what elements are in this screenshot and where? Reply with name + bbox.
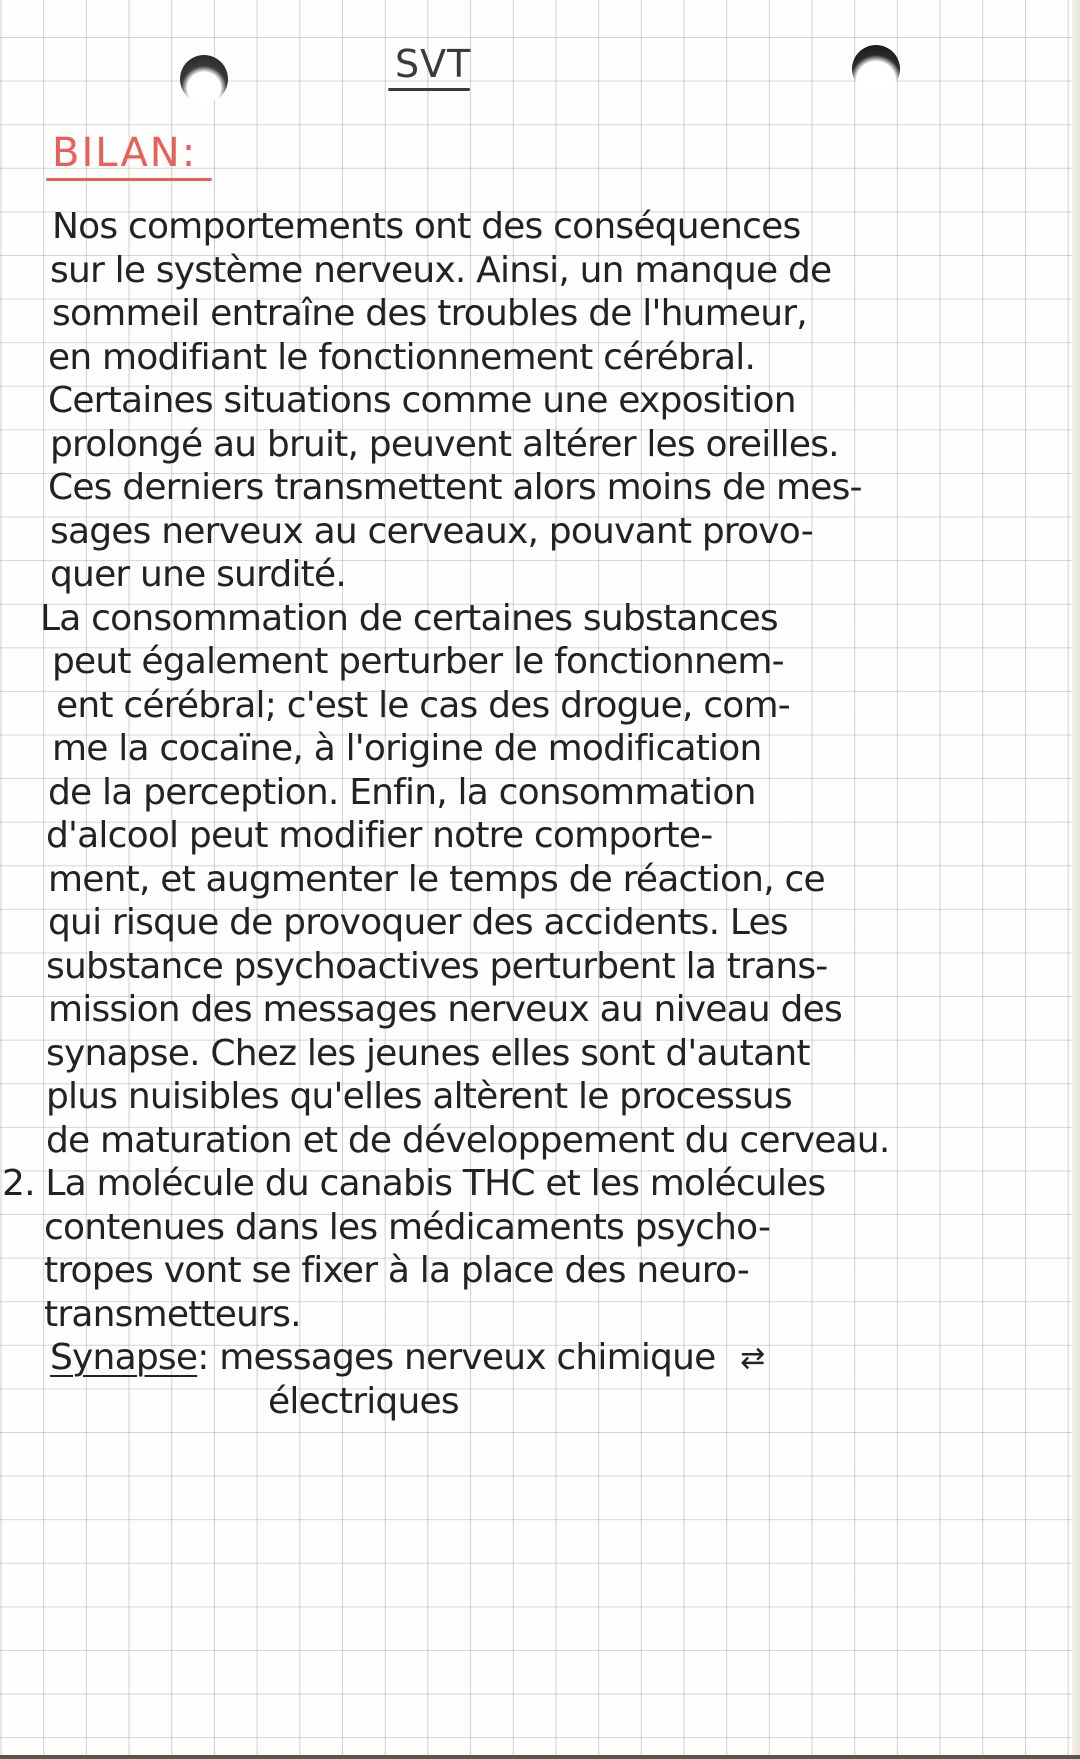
heading-underline xyxy=(46,178,212,181)
text-line: me la cocaïne, à l'origine de modification xyxy=(52,728,762,769)
table-edge xyxy=(0,1755,1080,1759)
text-line: Ces derniers transmettent alors moins de mes- xyxy=(48,467,862,508)
text-line: tropes vont se fixer à la place des neuro- xyxy=(44,1250,750,1291)
subject-title: SVT xyxy=(395,42,472,86)
punch-hole-icon xyxy=(180,55,228,103)
text-line: Nos comportements ont des conséquences xyxy=(52,206,801,247)
text-line: sages nerveux au cerveaux, pouvant provo- xyxy=(50,511,813,552)
reversible-arrows-icon: ⇄ xyxy=(740,1341,765,1376)
synapse-label: Synapse xyxy=(50,1337,198,1378)
paper-edge xyxy=(1072,0,1080,1759)
text-line: qui risque de provoquer des accidents. Les xyxy=(48,902,788,943)
text-line: transmetteurs. xyxy=(44,1294,301,1335)
text-line: La consommation de certaines substances xyxy=(40,598,778,639)
text-line: de la perception. Enfin, la consommation xyxy=(48,772,756,813)
text-line: quer une surdité. xyxy=(50,554,346,595)
text-line: ment, et augmenter le temps de réaction, ce xyxy=(48,859,825,900)
subject-underline xyxy=(388,88,470,91)
text-line: sur le système nerveux. Ainsi, un manque de xyxy=(50,250,832,291)
text-line: en modifiant le fonctionnement cérébral. xyxy=(48,337,756,378)
text-line: mission des messages nerveux au niveau des xyxy=(48,989,842,1030)
synapse-note-continuation: électriques xyxy=(268,1381,459,1422)
text-line: sommeil entraîne des troubles de l'humeur, xyxy=(52,293,807,334)
text-line: contenues dans les médicaments psycho- xyxy=(44,1207,771,1248)
text-line: Certaines situations comme une exposition xyxy=(48,380,796,421)
text-line: de maturation et de développement du cerveau. xyxy=(46,1120,890,1161)
punch-hole-icon xyxy=(852,45,900,93)
text-line: plus nuisibles qu'elles altèrent le processus xyxy=(46,1076,792,1117)
text-line: peut également perturber le fonctionnem- xyxy=(52,641,784,682)
numbered-text-line: 2. La molécule du canabis THC et les molécules xyxy=(2,1163,826,1204)
text-line: synapse. Chez les jeunes elles sont d'autant xyxy=(46,1033,810,1074)
text-line: ent cérébral; c'est le cas des drogue, com- xyxy=(56,685,790,726)
synapse-definition: messages nerveux chimique xyxy=(219,1337,716,1378)
synapse-note xyxy=(50,1336,764,1380)
text-line: d'alcool peut modifier notre comporte- xyxy=(46,815,713,856)
section-heading: BILAN: xyxy=(52,130,198,176)
text-line: substance psychoactives perturbent la trans- xyxy=(46,946,828,987)
text-line: prolongé au bruit, peuvent altérer les oreilles. xyxy=(50,424,839,465)
synapse-separator: : xyxy=(197,1337,209,1378)
